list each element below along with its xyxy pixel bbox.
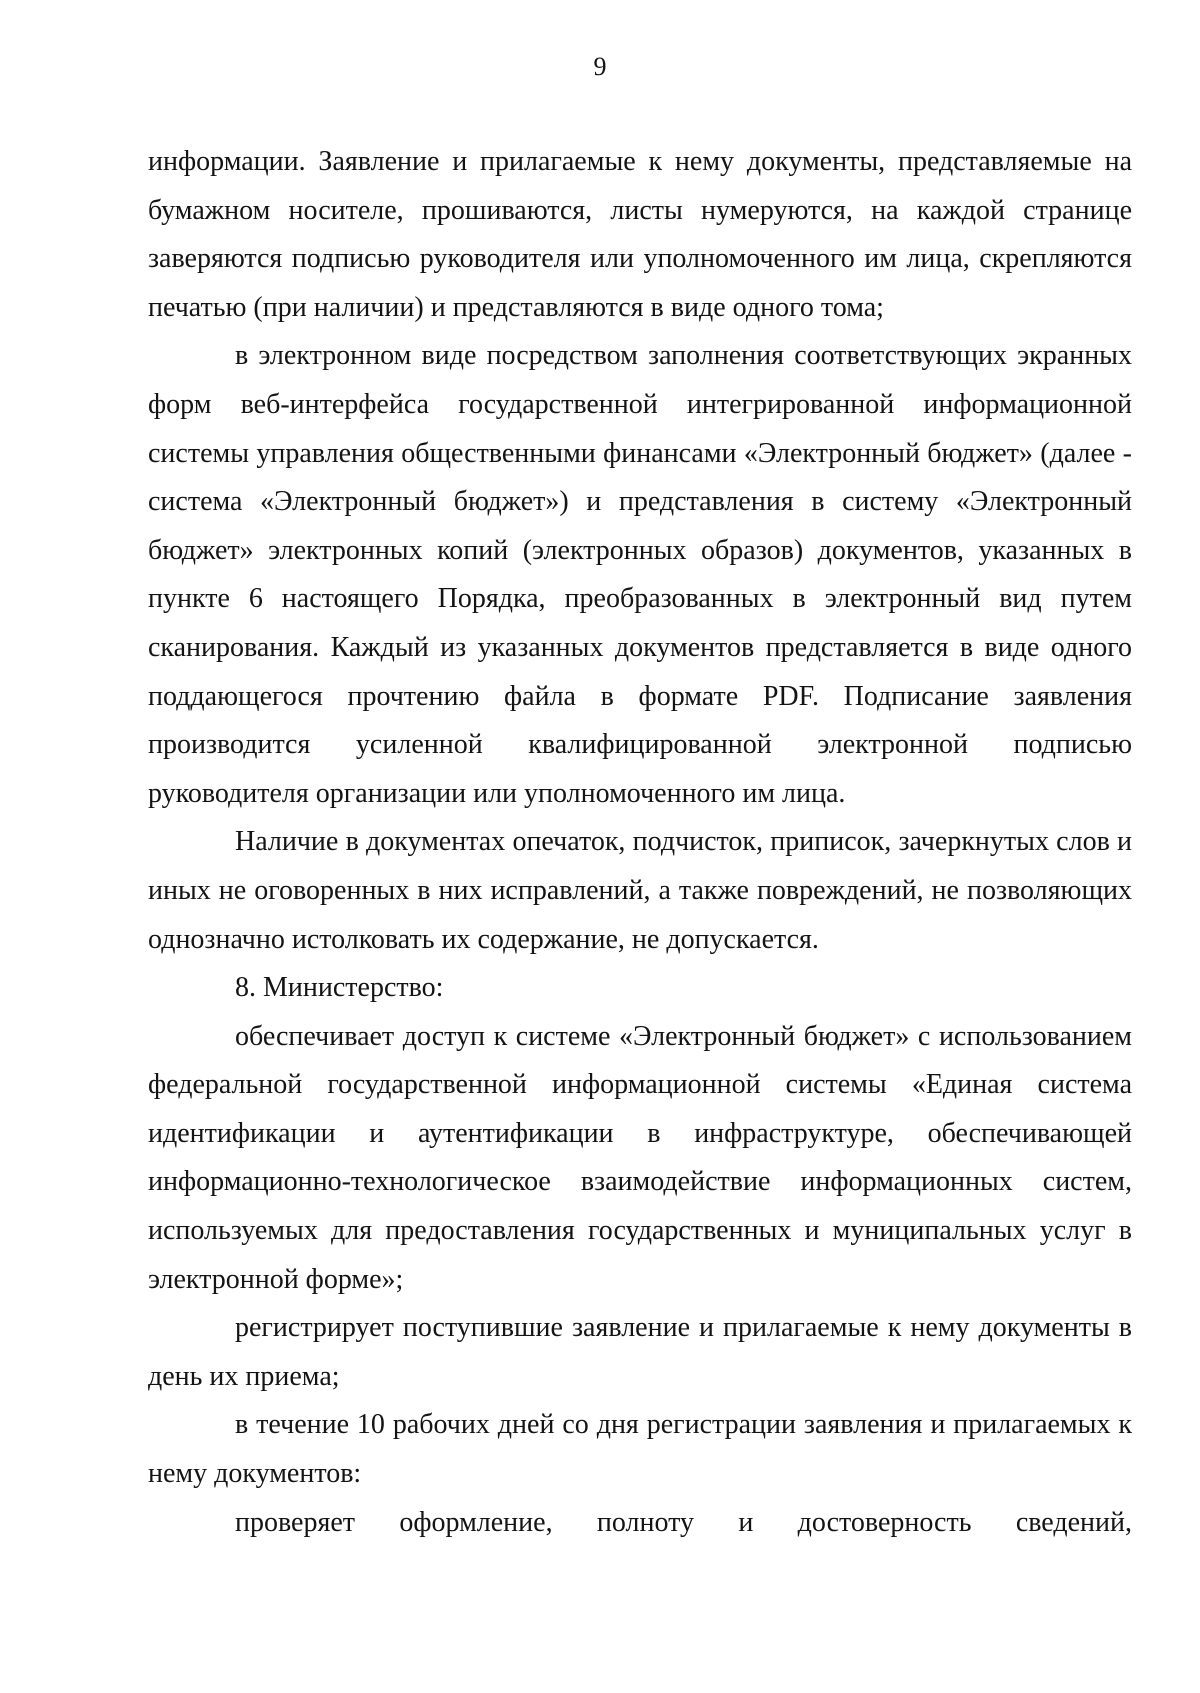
paragraph-registers-application: регистрирует поступившие заявление и прилагаемые к нему документы в день их приема;	[148, 1312, 1132, 1392]
paragraph-within-10-days: в течение 10 рабочих дней со дня регистрации заявления и прилагаемых к нему документов:	[148, 1409, 1132, 1490]
paragraph-checks-completeness: проверяет оформление, полноту и достоверность сведений,	[235, 1506, 1132, 1538]
paragraph-corrections-not-allowed: Наличие в документах опечаток, подчисток, приписок, зачеркнутых слов и иных не оговоренных в них исправлений, а также повреждений, не позволяющих однозначно истолковать их содержание, не допускается.	[148, 826, 1132, 955]
page-number: 9	[593, 52, 607, 81]
paragraph-provides-access: обеспечивает доступ к системе «Электронный бюджет» с использованием федеральной государственной информационной системы «Единая система идентификации и аутентификации в инфраструктуре, обеспечивающей информационно-технологическое взаимодействие информационных систем, используемых для предоставления государственных и муниципальных услуг в электронной форме»;	[148, 1020, 1132, 1295]
paragraph-submission-electronic: в электронном виде посредством заполнения соответствующих экранных форм веб-интерфейса государственной интегрированной информационной системы управления общественными финансами «Электронный бюджет» (далее - система «Электронный бюджет») и представления в систему «Электронный бюджет» электронных копий (электронных образов) документов, указанных в пункте 6 настоящего Порядка, преобразованных в электронный вид путем сканирования. Каждый из указанных документов представляется в виде одного поддающегося прочтению файла в формате PDF. Подписание заявления производится усиленной квалифицированной электронной подписью руководителя организации или уполномоченного им лица.	[148, 340, 1132, 809]
document-body	[148, 138, 1132, 1547]
paragraph-item-8-heading: 8. Министерство:	[235, 972, 444, 1004]
paragraph-submission-paper: информации. Заявление и прилагаемые к нему документы, представляемые на бумажном носителе, прошиваются, листы нумеруются, на каждой странице заверяются подписью руководителя или уполномоченного им лица, скрепляются печатью (при наличии) и представляются в виде одного тома;	[148, 146, 1132, 323]
